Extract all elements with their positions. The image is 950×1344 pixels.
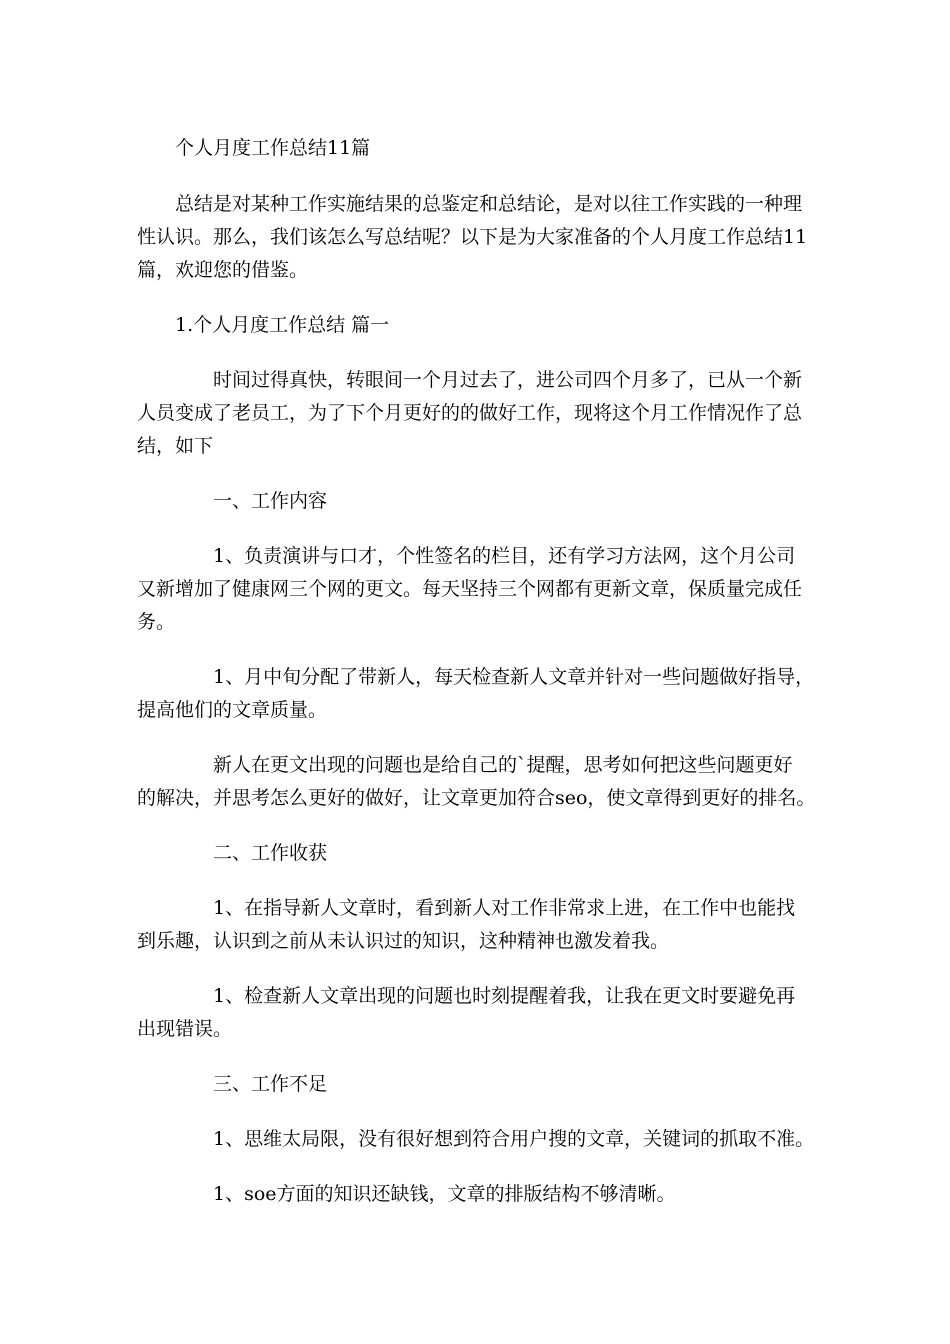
intro-line-1: 总结是对某种工作实施结果的总鉴定和总结论，是对以往工作实践的一种理: [175, 193, 803, 215]
paragraph-1-line-1: 时间过得真快，转眼间一个月过去了，进公司四个月多了，已从一个新: [213, 369, 803, 391]
paragraph-5-line-1: 1、在指导新人文章时，看到新人对工作非常求上进，在工作中也能找: [213, 897, 796, 919]
intro-line-2: 性认识。那么，我们该怎么写总结呢？以下是为大家准备的个人月度工作总结11: [137, 226, 808, 248]
heading-work-content: 一、工作内容: [213, 490, 328, 512]
paragraph-5-line-2: 到乐趣，认识到之前从未认识过的知识，这种精神也激发着我。: [137, 930, 670, 952]
paragraph-2-line-1: 1、负责演讲与口才，个性签名的栏目，还有学习方法网，这个月公司: [213, 545, 796, 567]
paragraph-3-line-1: 1、月中旬分配了带新人，每天检查新人文章并针对一些问题做好指导，: [213, 666, 815, 688]
paragraph-1-line-2: 人员变成了老员工，为了下个月更好的的做好工作，现将这个月工作情况作了总: [137, 402, 803, 424]
paragraph-3-line-2: 提高他们的文章质量。: [137, 699, 328, 721]
paragraph-7-line-1: 1、思维太局限，没有很好想到符合用户搜的文章，关键词的抓取不准。: [213, 1128, 815, 1150]
section-heading: 1.个人月度工作总结 篇一: [175, 314, 390, 336]
paragraph-6-line-1: 1、检查新人文章出现的问题也时刻提醒着我，让我在更文时要避免再: [213, 985, 796, 1007]
paragraph-2-line-3: 务。: [137, 611, 176, 633]
paragraph-1-line-3: 结，如下: [137, 435, 214, 457]
intro-line-3: 篇，欢迎您的借鉴。: [137, 259, 309, 281]
paragraph-4-line-1: 新人在更文出现的问题也是给自己的`提醒，思考如何把这些问题更好: [213, 754, 793, 776]
paragraph-2-line-2: 又新增加了健康网三个网的更文。每天坚持三个网都有更新文章，保质量完成任: [137, 578, 803, 600]
document-title: 个人月度工作总结11篇: [175, 137, 371, 159]
heading-work-gains: 二、工作收获: [213, 842, 328, 864]
heading-work-shortcomings: 三、工作不足: [213, 1073, 328, 1095]
paragraph-8-line-1: 1、soe方面的知识还缺钱，文章的排版结构不够清晰。: [213, 1183, 676, 1205]
paragraph-4-line-2: 的解决，并思考怎么更好的做好，让文章更加符合seo，使文章得到更好的排名。: [137, 787, 816, 809]
paragraph-6-line-2: 出现错误。: [137, 1018, 233, 1040]
